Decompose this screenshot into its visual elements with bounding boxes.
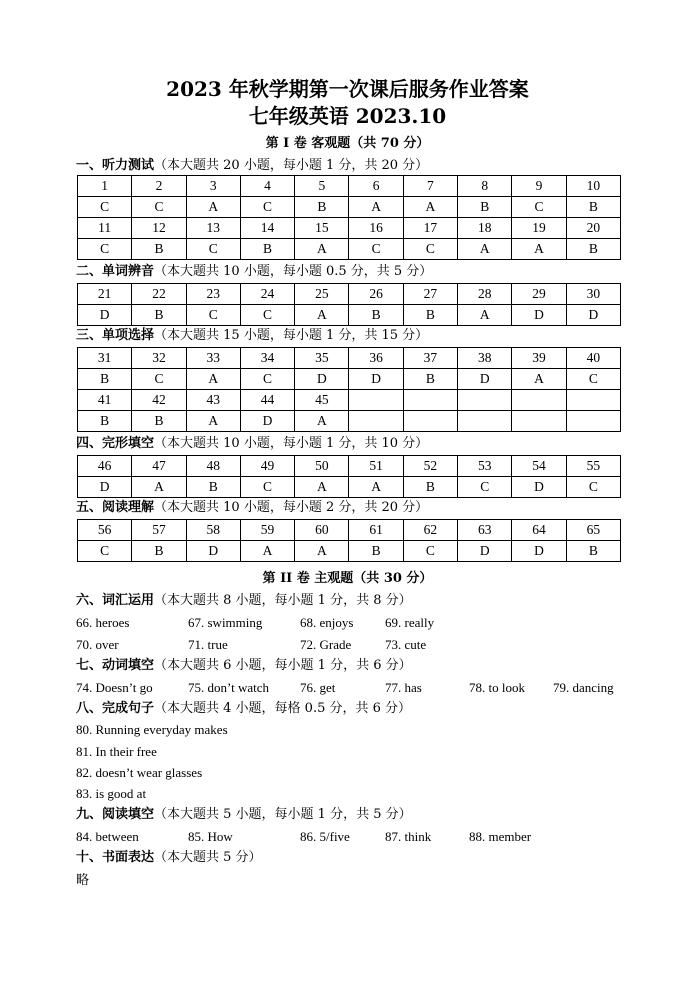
answer-73: 73. cute [385,637,427,652]
table-cell: C [512,197,566,218]
table-cell: C [186,239,240,260]
table-cell: 52 [403,456,457,477]
table-cell: 8 [458,176,512,197]
table-cell [403,411,457,432]
table-cell: C [403,239,457,260]
section-7-name: 七、动词填空 [76,658,155,673]
section-2-answer-table [77,283,621,326]
answer-80: 80. Running everyday makes [76,722,228,737]
table-cell [512,390,566,411]
table-cell: 57 [132,520,186,541]
answer-72: 72. Grade [300,637,352,652]
section-9-name: 九、阅读填空 [76,807,155,822]
section-6-name: 六、词汇运用 [76,593,155,608]
table-cell: 14 [240,218,294,239]
answer-87: 87. think [385,829,432,844]
table-cell: A [458,305,512,326]
table-cell: A [295,411,349,432]
table-cell: B [132,305,186,326]
table-cell: 30 [566,284,620,305]
table-cell: 19 [512,218,566,239]
table-cell: 42 [132,390,186,411]
section-5-heading [76,500,428,516]
table-cell: A [240,541,294,562]
table-cell [349,390,403,411]
section-4-heading [76,436,428,452]
section-6-heading [76,593,412,609]
section-5-name: 五、阅读理解 [76,500,155,515]
table-cell: D [78,477,132,498]
section-1-name: 一、听力测试 [76,158,155,173]
table-cell: D [512,477,566,498]
table-row [78,369,621,390]
section-1-heading [76,158,428,174]
table-cell: 13 [186,218,240,239]
answer-86: 86. 5/five [300,829,350,844]
answer-writing: 略 [76,872,90,887]
table-cell: D [240,411,294,432]
section-8-note: （本大题共 4 小题，每格 0.5 分，共 6 分） [154,701,412,716]
table-cell: 1 [78,176,132,197]
table-row [78,411,621,432]
section-5-answer-table [77,519,621,562]
table-cell: 47 [132,456,186,477]
page-subtitle: 七年级英语 2023.10 [248,104,447,128]
table-cell: C [240,197,294,218]
table-cell: 63 [458,520,512,541]
table-cell: 25 [295,284,349,305]
section-8-name: 八、完成句子 [76,701,155,716]
table-cell: A [132,477,186,498]
table-cell: 51 [349,456,403,477]
section-7-heading [76,658,412,674]
section-1-note: （本大题共 20 小题，每小题 1 分，共 20 分） [154,158,429,173]
section-2-note: （本大题共 10 小题，每小题 0.5 分，共 5 分） [154,264,433,279]
table-cell: A [295,305,349,326]
table-cell: 33 [186,348,240,369]
table-row [78,390,621,411]
table-cell: C [78,239,132,260]
table-cell: B [566,541,620,562]
section-7-note: （本大题共 6 小题，每小题 1 分，共 6 分） [154,658,412,673]
table-cell: 5 [295,176,349,197]
table-cell: B [403,369,457,390]
table-cell: B [295,197,349,218]
table-cell: 48 [186,456,240,477]
table-cell: B [186,477,240,498]
section-3-heading [76,328,428,344]
answer-71: 71. true [188,637,228,652]
table-cell: A [186,369,240,390]
section-4-answer-table [77,455,621,498]
part2-title: 第 II 卷 主观题（共 30 分） [262,571,433,586]
table-cell: C [240,305,294,326]
table-cell: 36 [349,348,403,369]
section-9-note: （本大题共 5 小题，每小题 1 分，共 5 分） [154,807,412,822]
table-cell: 7 [403,176,457,197]
table-cell: 41 [78,390,132,411]
table-cell: C [566,477,620,498]
table-cell: D [295,369,349,390]
table-cell: 40 [566,348,620,369]
table-row [78,305,621,326]
table-cell: C [240,369,294,390]
table-cell: A [349,197,403,218]
answer-67: 67. swimming [188,615,263,630]
table-cell: 60 [295,520,349,541]
table-cell: 54 [512,456,566,477]
answer-68: 68. enjoys [300,615,354,630]
table-cell: C [186,305,240,326]
table-cell: D [566,305,620,326]
table-cell: C [78,541,132,562]
table-cell: A [349,477,403,498]
table-cell: 17 [403,218,457,239]
table-row [78,520,621,541]
table-cell: 15 [295,218,349,239]
table-row [78,197,621,218]
table-cell: 20 [566,218,620,239]
section-1-answer-table [77,175,621,260]
table-cell: B [78,369,132,390]
table-cell [566,390,620,411]
table-cell: 64 [512,520,566,541]
table-row [78,477,621,498]
table-cell: A [403,197,457,218]
table-cell: D [78,305,132,326]
section-3-answer-table [77,347,621,432]
table-row [78,239,621,260]
table-cell: 50 [295,456,349,477]
table-cell: C [240,477,294,498]
table-row [78,218,621,239]
table-cell: 55 [566,456,620,477]
table-cell: 37 [403,348,457,369]
answer-69: 69. really [385,615,435,630]
section-6-note: （本大题共 8 小题，每小题 1 分，共 8 分） [154,593,412,608]
table-cell [403,390,457,411]
table-cell: 31 [78,348,132,369]
table-cell: 12 [132,218,186,239]
table-cell: B [349,541,403,562]
table-cell: 6 [349,176,403,197]
table-cell: 10 [566,176,620,197]
table-cell: B [566,239,620,260]
table-row [78,456,621,477]
table-cell: 3 [186,176,240,197]
table-cell: A [295,477,349,498]
section-5-note: （本大题共 10 小题，每小题 2 分，共 20 分） [154,500,429,515]
table-cell: A [295,541,349,562]
table-cell: A [458,239,512,260]
table-cell: 56 [78,520,132,541]
answer-85: 85. How [188,829,233,844]
table-cell: C [458,477,512,498]
section-9-heading [76,807,412,823]
table-cell: 35 [295,348,349,369]
table-cell: C [132,197,186,218]
section-3-note: （本大题共 15 小题，每小题 1 分，共 15 分） [154,328,429,343]
answer-75: 75. don’t watch [188,680,269,695]
answer-83: 83. is good at [76,786,147,801]
table-cell: C [566,369,620,390]
table-cell [566,411,620,432]
section-3-name: 三、单项选择 [76,328,155,343]
table-cell: C [403,541,457,562]
section-10-heading [76,850,262,866]
section-10-note: （本大题共 5 分） [154,850,262,865]
answer-74: 74. Doesn’t go [76,680,153,695]
table-cell: 62 [403,520,457,541]
table-cell: 29 [512,284,566,305]
table-cell: B [132,411,186,432]
table-cell [512,411,566,432]
table-cell: B [78,411,132,432]
answer-78: 78. to look [469,680,525,695]
table-cell: 34 [240,348,294,369]
table-cell: 4 [240,176,294,197]
table-cell: D [349,369,403,390]
table-row [78,284,621,305]
table-cell: 27 [403,284,457,305]
table-cell [458,411,512,432]
answer-81: 81. In their free [76,744,157,759]
answer-70: 70. over [76,637,119,652]
table-cell: 21 [78,284,132,305]
table-cell: 9 [512,176,566,197]
answer-88: 88. member [469,829,532,844]
table-cell: 23 [186,284,240,305]
table-cell: 11 [78,218,132,239]
part1-title: 第 I 卷 客观题（共 70 分） [265,136,430,151]
table-cell: D [512,305,566,326]
section-10-name: 十、书面表达 [76,850,155,865]
page-title: 2023 年秋学期第一次课后服务作业答案 [166,77,529,101]
table-cell: D [186,541,240,562]
table-cell: D [512,541,566,562]
table-cell: 26 [349,284,403,305]
answer-66: 66. heroes [76,615,130,630]
table-cell: B [132,541,186,562]
table-row [78,348,621,369]
table-cell: 46 [78,456,132,477]
table-cell: A [295,239,349,260]
table-cell: A [512,369,566,390]
table-cell: 49 [240,456,294,477]
table-cell: 2 [132,176,186,197]
table-cell: A [186,411,240,432]
table-cell: C [78,197,132,218]
table-cell: B [566,197,620,218]
section-4-note: （本大题共 10 小题，每小题 1 分，共 10 分） [154,436,429,451]
section-2-name: 二、单词辨音 [76,264,155,279]
table-cell: 22 [132,284,186,305]
section-4-name: 四、完形填空 [76,436,155,451]
table-cell: 58 [186,520,240,541]
answer-79: 79. dancing [553,680,614,695]
table-cell: B [132,239,186,260]
section-2-heading [76,264,432,280]
table-cell: C [349,239,403,260]
table-cell: 28 [458,284,512,305]
table-cell: 39 [512,348,566,369]
answer-77: 77. has [385,680,422,695]
table-cell: 59 [240,520,294,541]
table-cell: 38 [458,348,512,369]
table-cell: 65 [566,520,620,541]
table-cell: 43 [186,390,240,411]
table-cell: 32 [132,348,186,369]
table-cell: 44 [240,390,294,411]
answer-76: 76. get [300,680,336,695]
table-cell [458,390,512,411]
table-row [78,176,621,197]
section-8-heading [76,701,411,717]
table-cell: B [240,239,294,260]
table-cell: 24 [240,284,294,305]
table-cell: 53 [458,456,512,477]
table-cell: B [403,477,457,498]
table-cell: 18 [458,218,512,239]
answer-84: 84. between [76,829,139,844]
table-cell: A [186,197,240,218]
table-cell [349,411,403,432]
table-cell: B [403,305,457,326]
answer-82: 82. doesn’t wear glasses [76,765,203,780]
table-cell: 45 [295,390,349,411]
table-row [78,541,621,562]
table-cell: B [349,305,403,326]
table-cell: D [458,541,512,562]
table-cell: B [458,197,512,218]
table-cell: A [512,239,566,260]
table-cell: D [458,369,512,390]
table-cell: 16 [349,218,403,239]
table-cell: 61 [349,520,403,541]
table-cell: C [132,369,186,390]
